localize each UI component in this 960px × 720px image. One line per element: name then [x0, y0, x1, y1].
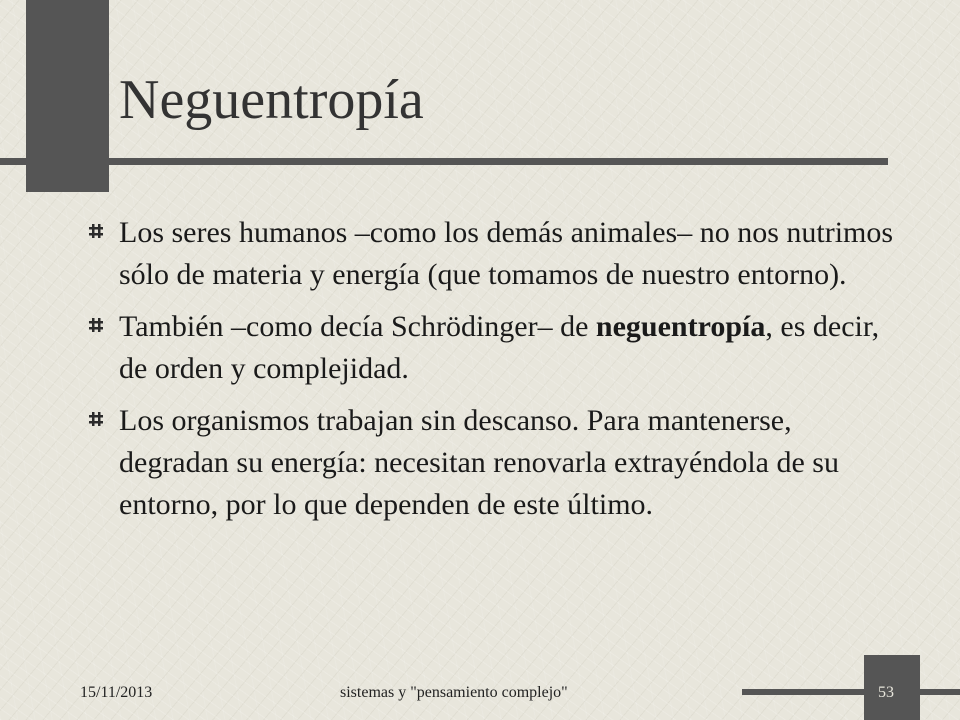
bullet-text-start: También –como decía Schrödinger– de: [119, 310, 596, 343]
page-number: 53: [878, 684, 894, 701]
hash-bullet-icon: [88, 223, 104, 239]
title-underline-rule: [0, 158, 888, 165]
bold-term: neguentropía: [595, 310, 766, 343]
bullet-item-2: [84, 306, 904, 390]
hash-bullet-icon: [88, 317, 104, 333]
bullet-list: [84, 212, 904, 536]
footer-date: 15/11/2013: [80, 684, 153, 701]
footer-title: sistemas y "pensamiento complejo": [340, 684, 568, 701]
bullet-item-3: [84, 400, 904, 526]
bullet-text-end: , es decir, de orden y complejidad.: [119, 310, 880, 385]
bullet-text: Los organismos trabajan sin descanso. Para mantenerse, degradan su energía: necesitan renovarla extrayéndola de su entorno, por lo que dependen de este último.: [119, 404, 839, 521]
slide-title: Neguentropía: [119, 69, 424, 131]
footer-rule: [742, 689, 960, 695]
hash-bullet-icon: [88, 411, 104, 427]
bullet-text: Los seres humanos –como los demás animales– no nos nutrimos sólo de materia y energía (que tomamos de nuestro entorno).: [119, 216, 894, 291]
bullet-text: [119, 310, 879, 385]
bullet-item-1: [84, 212, 904, 296]
